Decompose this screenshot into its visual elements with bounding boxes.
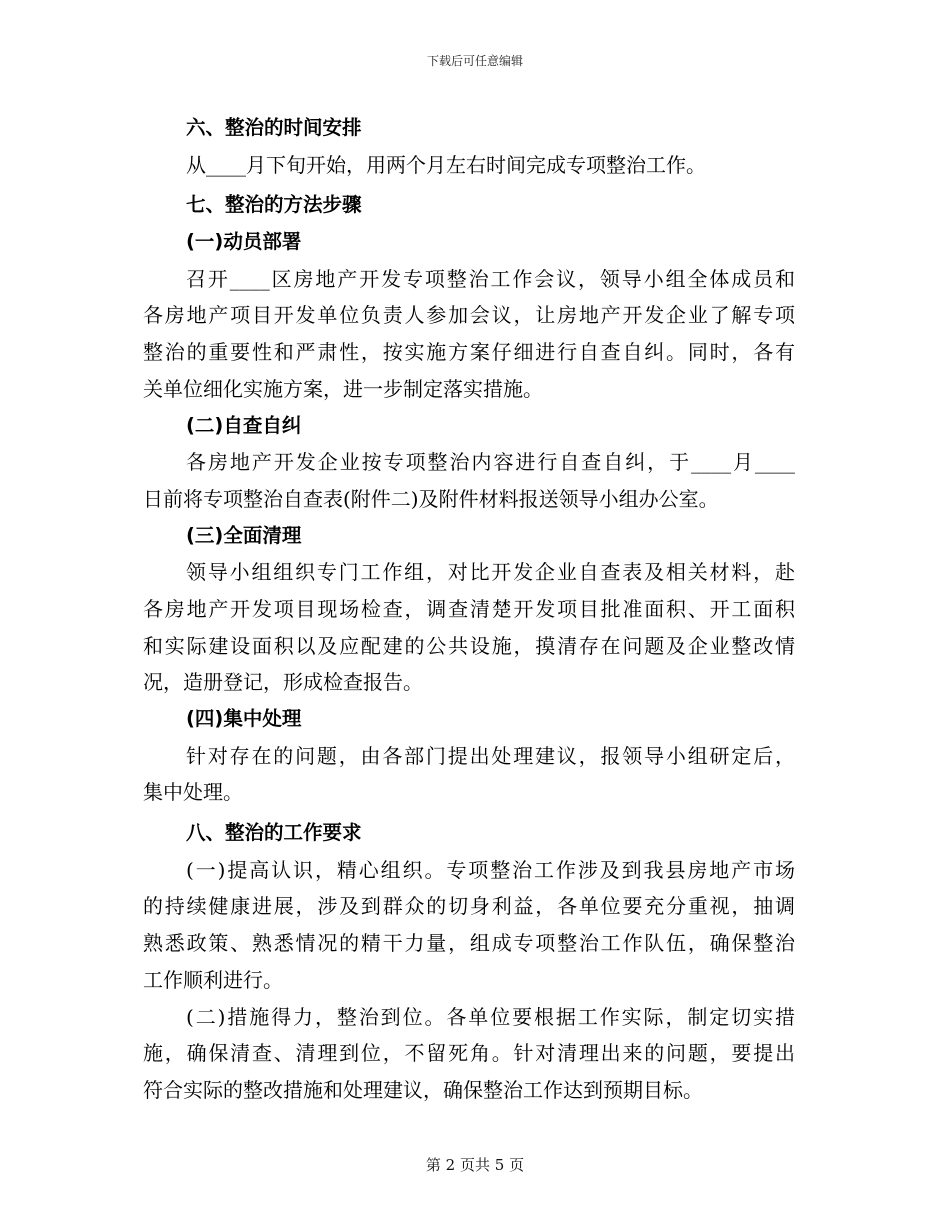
paragraph-line: 针对存在的问题，由各部门提出处理建议，报领导小组研定后， (186, 743, 795, 768)
paragraph-line: 从____月下旬开始，用两个月左右时间完成专项整治工作。 (186, 152, 706, 177)
subheading-cleanup: (三)全面清理 (186, 523, 302, 547)
paragraph-line: (二)措施得力，整治到位。各单位要根据工作实际，制定切实措 (186, 1004, 795, 1029)
paragraph-line: 各房地产开发企业按专项整治内容进行自查自纠，于____月____ (186, 450, 795, 475)
paragraph-line: 领导小组组织专门工作组，对比开发企业自查表及相关材料，赴 (186, 560, 795, 585)
paragraph-line: (一)提高认识，精心组织。专项整治工作涉及到我县房地产市场 (186, 857, 795, 882)
paragraph-line: 和实际建设面积以及应配建的公共设施，摸清存在问题及企业整改情 (143, 633, 795, 658)
paragraph-line: 符合实际的整改措施和处理建议，确保整治工作达到预期目标。 (143, 1077, 703, 1102)
paragraph-line: 召开____区房地产开发专项整治工作会议，领导小组全体成员和 (186, 266, 795, 291)
section-heading-schedule: 六、整治的时间安排 (186, 116, 362, 139)
page-header-note: 下载后可任意编辑 (426, 54, 523, 68)
paragraph-line: 整治的重要性和严肃性，按实施方案仔细进行自查自纠。同时，各有 (143, 340, 795, 365)
paragraph-line: 的持续健康进展，涉及到群众的切身利益，各单位要充分重视，抽调 (143, 894, 795, 919)
paragraph-line: 况，造册登记，形成检查报告。 (143, 670, 423, 695)
subheading-self-check: (二)自查自纠 (186, 413, 302, 437)
paragraph-line: 熟悉政策、熟悉情况的精干力量，组成专项整治工作队伍，确保整治 (143, 931, 795, 956)
paragraph-line: 集中处理。 (143, 780, 243, 805)
paragraph-line: 施，确保清查、清理到位，不留死角。针对清理出来的问题，要提出 (143, 1041, 795, 1066)
paragraph-line: 关单位细化实施方案，进一步制定落实措施。 (143, 376, 543, 401)
document-body (143, 110, 795, 1109)
subheading-mobilization: (一)动员部署 (186, 230, 302, 254)
subheading-processing: (四)集中处理 (186, 707, 302, 730)
paragraph-line: 日前将专项整治自查表(附件二)及附件材料报送领导小组办公室。 (143, 486, 719, 511)
paragraph-line: 各房地产项目开发单位负责人参加会议，让房地产开发企业了解专项 (143, 303, 795, 328)
paragraph-line: 各房地产开发项目现场检查，调查清楚开发项目批准面积、开工面积 (143, 596, 795, 621)
page-number-footer: 第 2 页共 5 页 (425, 1156, 525, 1174)
paragraph-line: 工作顺利进行。 (143, 967, 283, 992)
section-heading-requirements: 八、整治的工作要求 (186, 821, 362, 845)
section-heading-methods: 七、整治的方法步骤 (186, 193, 362, 217)
